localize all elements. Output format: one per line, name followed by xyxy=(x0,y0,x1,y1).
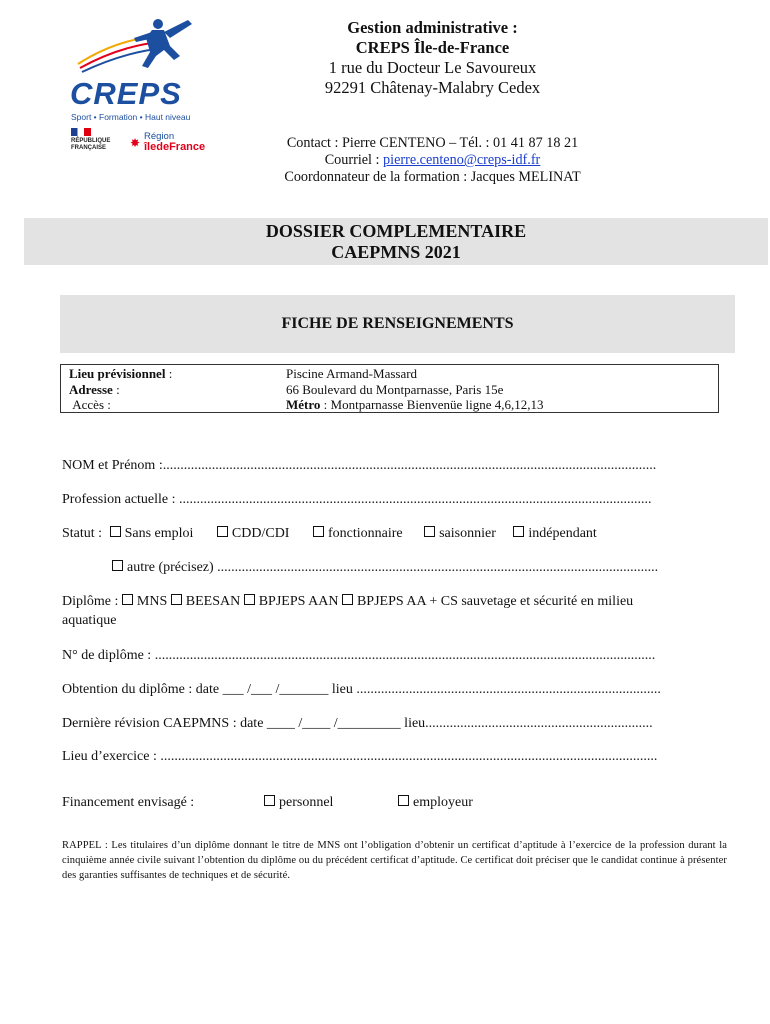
section-band xyxy=(60,295,735,353)
section-title: FICHE DE RENSEIGNEMENTS xyxy=(281,315,514,332)
diplome-bpjeps-aan[interactable] xyxy=(244,594,339,610)
rf-line2: FRANÇAISE xyxy=(71,145,107,151)
metro-label: Métro xyxy=(286,397,321,412)
statut-option-label: fonctionnaire xyxy=(327,526,403,541)
region-star-icon: ✸ xyxy=(130,136,141,150)
lieu-exercice-field[interactable]: Lieu d’exercice : .............................................................................................................................................. xyxy=(62,749,658,764)
diplome-mns[interactable] xyxy=(122,594,167,610)
diplome-option-label: BPJEPS AAN xyxy=(258,594,339,609)
statut-row xyxy=(62,526,722,542)
revision-field[interactable]: Dernière révision CAEPMNS : date ____ /____ /_________ lieu................................................................. xyxy=(62,716,653,731)
checkbox-icon xyxy=(513,526,524,537)
statut-option-label: Sans emploi xyxy=(124,526,194,541)
diplome-option-label: MNS xyxy=(136,594,168,609)
checkbox-icon xyxy=(122,594,133,605)
diplome-bpjeps-aa[interactable] xyxy=(342,594,633,610)
rf-line1: RÉPUBLIQUE xyxy=(71,138,111,144)
courriel-label: Courriel : xyxy=(324,152,384,168)
lieu-value: Piscine Armand-Massard xyxy=(286,366,418,381)
info-labels xyxy=(69,366,172,413)
financement-row xyxy=(62,795,722,811)
header-line2: CREPS Île-de-France xyxy=(355,38,510,57)
creps-tagline: Sport • Formation • Haut niveau xyxy=(71,112,191,122)
location-info-box xyxy=(60,364,719,413)
autre-field: autre (précisez) .............................................................................................................................. xyxy=(127,560,659,575)
creps-logo xyxy=(60,16,220,156)
diplome-label: Diplôme : xyxy=(62,594,119,609)
info-values xyxy=(286,366,544,413)
statut-saisonnier[interactable] xyxy=(424,526,496,542)
statut-independant[interactable] xyxy=(513,526,596,542)
statut-option-label: CDD/CDI xyxy=(231,526,290,541)
statut-autre[interactable] xyxy=(112,560,722,576)
adresse-value: 66 Boulevard du Montparnasse, Paris 15e xyxy=(286,381,504,397)
lieu-sep: : xyxy=(165,366,173,381)
statut-sans-emploi[interactable] xyxy=(110,526,194,542)
contact-block xyxy=(240,135,625,186)
acces-label: Accès : xyxy=(72,397,111,412)
header-address xyxy=(240,18,625,98)
numero-diplome-field[interactable]: N° de diplôme : ............................................................................................................................................... xyxy=(62,648,656,663)
lieu-label: Lieu prévisionnel xyxy=(69,366,166,381)
diplome-row xyxy=(62,594,722,610)
statut-option-label: indépendant xyxy=(528,526,597,541)
title-line1: DOSSIER COMPLEMENTAIRE xyxy=(265,221,527,241)
financement-employeur[interactable] xyxy=(398,795,473,811)
diplome-continuation: aquatique xyxy=(62,613,117,628)
header-line4: 92291 Châtenay-Malabry Cedex xyxy=(324,78,541,97)
financement-option-label: personnel xyxy=(279,795,334,810)
statut-label: Statut : xyxy=(62,526,103,541)
obtention-field[interactable]: Obtention du diplôme : date ___ /___ /_______ lieu ....................................................................................... xyxy=(62,682,661,697)
checkbox-icon xyxy=(424,526,435,537)
checkbox-icon xyxy=(398,795,409,806)
contact-email-line xyxy=(240,152,625,169)
creps-wordmark: CREPS xyxy=(70,76,182,111)
diplome-beesan[interactable] xyxy=(171,594,240,610)
financement-label: Financement envisagé : xyxy=(62,795,195,810)
statut-fonctionnaire[interactable] xyxy=(313,526,403,542)
region-line1: Région xyxy=(144,131,175,142)
nom-prenom-field[interactable]: NOM et Prénom :............................................................................................................................................. xyxy=(62,458,657,473)
statut-option-label: saisonnier xyxy=(439,526,496,541)
checkbox-icon xyxy=(244,594,255,605)
diplome-option-label: BPJEPS AA + CS sauvetage et sécurité en milieu xyxy=(356,594,634,609)
header-line1: Gestion administrative : xyxy=(347,18,518,37)
title-band xyxy=(24,218,768,265)
metro-value: : Montparnasse Bienvenüe ligne 4,6,12,13 xyxy=(320,397,544,412)
profession-field[interactable]: Profession actuelle : ....................................................................................................................................... xyxy=(62,492,652,507)
statut-cdd-cdi[interactable] xyxy=(217,526,290,542)
checkbox-icon xyxy=(171,594,182,605)
diplome-option-label: BEESAN xyxy=(185,594,241,609)
checkbox-icon xyxy=(110,526,121,537)
checkbox-icon xyxy=(112,560,123,571)
adresse-label: Adresse xyxy=(69,381,113,397)
coordinator: Coordonnateur de la formation : Jacques MELINAT xyxy=(284,169,581,185)
checkbox-icon xyxy=(313,526,324,537)
header-line3: 1 rue du Docteur Le Savoureux xyxy=(328,58,537,77)
checkbox-icon xyxy=(264,795,275,806)
title-line2: CAEPMNS 2021 xyxy=(331,242,461,262)
rappel-note: RAPPEL : Les titulaires d’un diplôme donnant le titre de MNS ont l’obligation d’obtenir un certificat d’aptitude à l’exercice de la profession durant la cinquième année civile suivant l’obtention du diplôme ou du précédent certificat d’aptitude. Ce certificat doit préciser que le candidat continue à présenter des garanties suffisantes de techniques et de sécurité. xyxy=(62,840,727,881)
contact-phone: Contact : Pierre CENTENO – Tél. : 01 41 87 18 21 xyxy=(286,135,579,151)
region-idf-logo xyxy=(130,132,205,153)
republique-francaise-logo xyxy=(71,128,110,152)
region-line2: îledeFrance xyxy=(144,141,206,153)
checkbox-icon xyxy=(217,526,228,537)
checkbox-icon xyxy=(342,594,353,605)
financement-option-label: employeur xyxy=(413,795,473,810)
email-link[interactable]: pierre.centeno@creps-idf.fr xyxy=(383,152,541,168)
financement-personnel[interactable] xyxy=(264,795,333,811)
french-flag-icon xyxy=(71,128,91,136)
adresse-sep: : xyxy=(112,381,120,397)
